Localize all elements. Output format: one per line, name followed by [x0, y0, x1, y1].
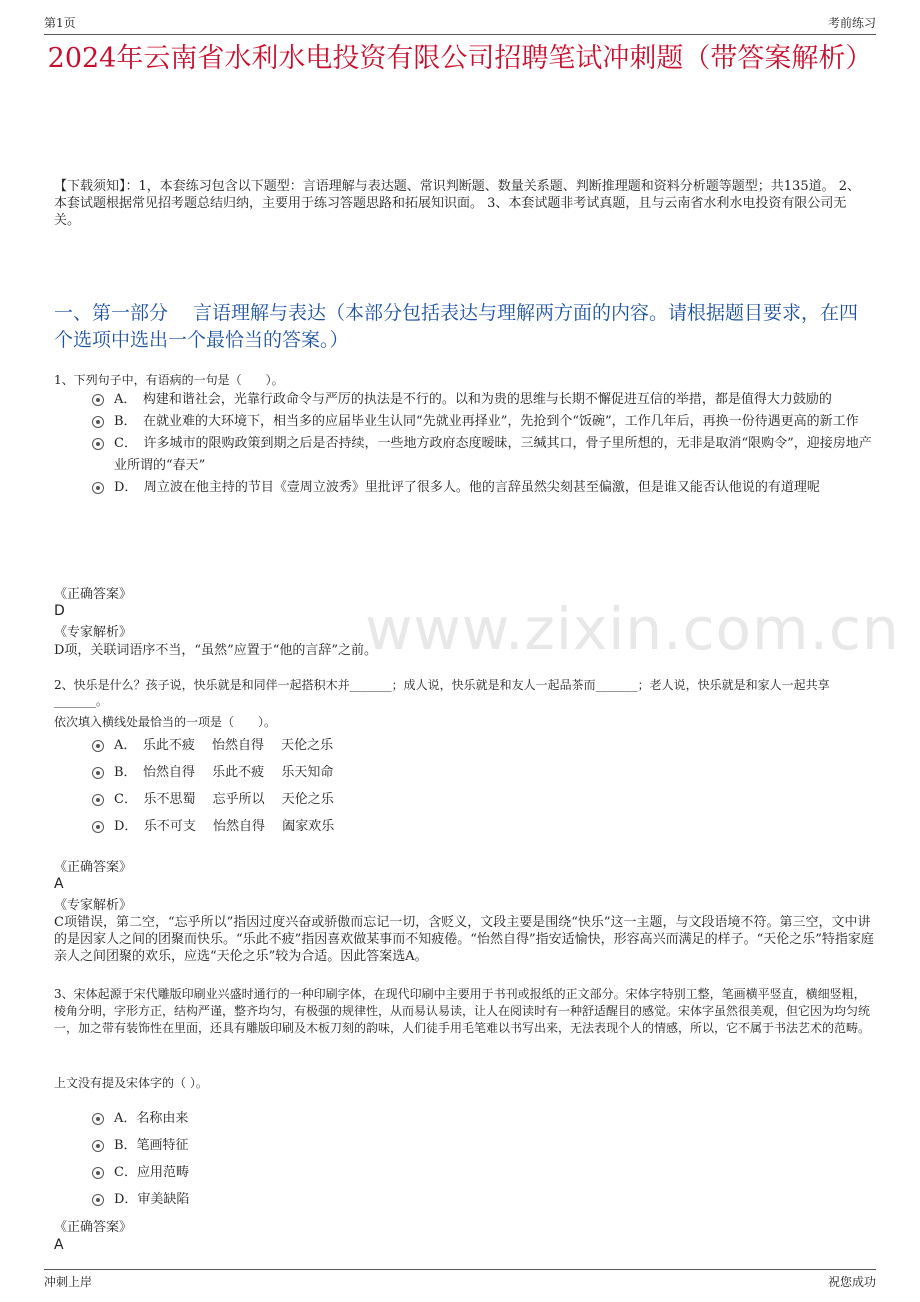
q1-answer-label: 《正确答案》 [54, 587, 133, 602]
q2-stem: 2、快乐是什么？孩子说，快乐就是和同伴一起搭积木并_______；成人说，快乐就是和友人一起品茶而_______；老人说，快乐就是和家人一起共享_______。 [54, 678, 830, 708]
option-text: C． 乐不思蜀 忘乎所以 天伦之乐 [114, 792, 334, 807]
option-text: D． 乐不可支 怡然自得 阖家欢乐 [114, 819, 335, 834]
radio-icon[interactable] [92, 821, 104, 833]
q2-stem-instruction: 依次填入横线处最恰当的一项是（ ）。 [54, 715, 277, 729]
option-text: B． 怡然自得 乐此不疲 乐天知命 [114, 765, 334, 780]
radio-icon[interactable] [92, 1113, 104, 1125]
q2-analysis: C项错误，第二空，“忘乎所以”指因过度兴奋或骄傲而忘记一切，含贬义，文段主要是围绕“快乐”这一主题，与文段语境不符。第三空，文中讲的是因家人之间的团聚而快乐。“乐此不疲”指因喜欢做某事而不知疲倦。“怡然自得”指安适愉快，形容高兴而满足的样子。“天伦之乐”特指家庭亲人之间团聚的欢乐，应选“天伦之乐”较为合适。因此答案选A。 [54, 915, 874, 964]
q1-stem: 1、下列句子中，有语病的一句是（ ）。 [54, 373, 284, 387]
q2-option-a[interactable] [92, 732, 874, 759]
option-text: A．名称由来 [114, 1111, 189, 1126]
option-text: D．审美缺陷 [114, 1192, 190, 1207]
download-notice: 【下载须知】：1，本套练习包含以下题型：言语理解与表达题、常识判断题、数量关系题、判断推理题和资料分析题等题型；共135道。 2、本套试题根据常见招考题总结归纳，主要用于练习答题思路和拓展知识面。 3、本套试题非考试真题，且与云南省水利水电投资有限公司无关。 [54, 179, 860, 228]
radio-icon[interactable] [92, 767, 104, 779]
watermark: www.zixin.com.cn [365, 595, 900, 663]
page-number: 第1页 [44, 16, 76, 30]
q3-passage: 3、宋体起源于宋代雕版印刷业兴盛时通行的一种印刷字体，在现代印刷中主要用于书刊或报纸的正文部分。宋体字特别工整，笔画横平竖直，横细竖粗，棱角分明，字形方正，结构严谨，整齐均匀，有极强的规律性，从而易认易读，让人在阅读时有一种舒适醒目的感觉。宋体字虽然很美观，但它因为均匀统一，加之带有装饰性在里面，还具有雕版印刷及木板刀刻的韵味，人们徒手用毛笔难以书写出来，无法表现个人的情感，所以，它不属于书法艺术的范畴。 [54, 987, 871, 1035]
q3-option-c[interactable] [92, 1159, 874, 1186]
option-text: D． 周立波在他主持的节目《壹周立波秀》里批评了很多人。他的言辞虽然尖刻甚至偏激，但是谁又能否认他说的有道理呢 [114, 480, 820, 495]
q2-answer: A [54, 876, 64, 892]
q1-option-a[interactable] [92, 389, 874, 411]
option-text: B． 在就业难的大环境下，相当多的应届毕业生认同“先就业再择业”，先抢到个“饭碗”，工作几年后，再换一份待遇更高的新工作 [114, 414, 859, 429]
q3-option-d[interactable] [92, 1186, 874, 1213]
radio-icon[interactable] [92, 438, 104, 450]
q2-analysis-label: 《专家解析》 [54, 898, 133, 913]
section-heading: 一、第一部分 言语理解与表达（本部分包括表达与理解两方面的内容。请根据题目要求，在四个选项中选出一个最恰当的答案。） [54, 302, 859, 351]
footer-left: 冲刺上岸 [44, 1275, 93, 1289]
q1-answer: D [54, 603, 65, 619]
radio-icon[interactable] [92, 416, 104, 428]
q1-option-c[interactable] [92, 433, 874, 477]
q3-option-a[interactable] [92, 1105, 874, 1132]
option-text: B．笔画特征 [114, 1138, 189, 1153]
radio-icon[interactable] [92, 740, 104, 752]
q1-option-d[interactable] [92, 477, 874, 499]
radio-icon[interactable] [92, 1194, 104, 1206]
q3-stem: 上文没有提及宋体字的（ ）。 [54, 1076, 208, 1090]
q2-options [92, 732, 874, 840]
radio-icon[interactable] [92, 794, 104, 806]
option-text: C．应用范畴 [114, 1165, 189, 1180]
q2-answer-label: 《正确答案》 [54, 860, 133, 875]
option-text: C． 许多城市的限购政策到期之后是否持续，一些地方政府态度暧昧，三缄其口，骨子里所想的，无非是取消“限购令”，迎接房地产业所谓的“春天” [114, 436, 872, 473]
q1-analysis-label: 《专家解析》 [54, 625, 133, 640]
page-header [44, 12, 876, 35]
option-text: A． 构建和谐社会，光靠行政命令与严厉的执法是不行的。以和为贵的思维与长期不懈促进互信的举措，都是值得大力鼓励的 [114, 392, 832, 407]
q2-option-d[interactable] [92, 813, 874, 840]
footer-right: 祝您成功 [827, 1275, 876, 1289]
q1-option-b[interactable] [92, 411, 874, 433]
radio-icon[interactable] [92, 482, 104, 494]
q3-answer-label: 《正确答案》 [54, 1220, 133, 1235]
page-footer [44, 1269, 876, 1292]
option-text: A． 乐此不疲 怡然自得 天伦之乐 [114, 738, 334, 753]
radio-icon[interactable] [92, 1140, 104, 1152]
document-title: 2024年云南省水利水电投资有限公司招聘笔试冲刺题（带答案解析） [47, 43, 873, 74]
radio-icon[interactable] [92, 1167, 104, 1179]
q3-options [92, 1105, 874, 1213]
header-tag: 考前练习 [827, 16, 876, 30]
q1-options [92, 389, 874, 499]
q3-answer: A [54, 1237, 64, 1253]
q2-option-b[interactable] [92, 759, 874, 786]
radio-icon[interactable] [92, 394, 104, 406]
q2-option-c[interactable] [92, 786, 874, 813]
q3-option-b[interactable] [92, 1132, 874, 1159]
q1-analysis: D项，关联词语序不当，“虽然”应置于“他的言辞”之前。 [54, 643, 378, 658]
